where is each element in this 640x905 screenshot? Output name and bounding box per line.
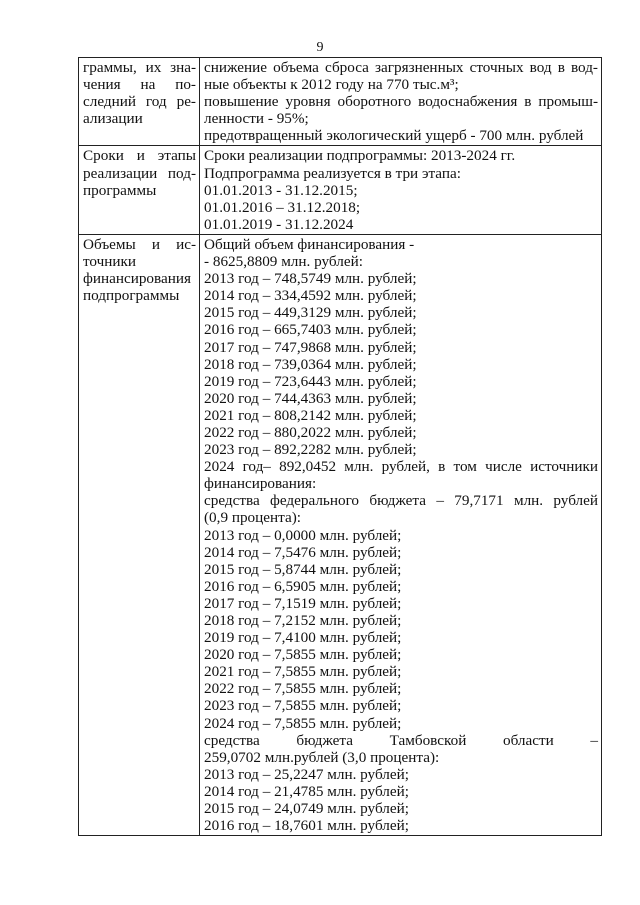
content-line: 2015 год – 5,8744 млн. рублей;	[204, 560, 402, 578]
label-line: подпрограммы	[83, 287, 180, 305]
content-line: 2021 год – 808,2142 млн. рублей;	[204, 406, 417, 424]
label-line: программы	[83, 181, 157, 199]
label-line: следний год ре-	[83, 93, 196, 111]
label-line: граммы, их зна-	[83, 59, 196, 76]
content-line: средства федерального бюджета – 79,7171 млн. рублей	[204, 492, 598, 510]
content-line: 2016 год – 18,7601 млн. рублей;	[204, 817, 409, 835]
label-line: точники	[83, 253, 137, 271]
content-line: Сроки реализации подпрограммы: 2013-2024 гг.	[204, 147, 516, 165]
content-line: ные объекты к 2012 году на 770 тыс.м³;	[204, 76, 459, 94]
label-line: ализации	[83, 110, 143, 128]
page-number: 9	[316, 40, 324, 55]
table-row	[79, 234, 602, 835]
content-line: 2014 год – 334,4592 млн. рублей;	[204, 287, 417, 305]
content-line: 2024 год – 7,5855 млн. рублей;	[204, 714, 402, 732]
row-label	[79, 58, 200, 146]
content-line: 2013 год – 25,2247 млн. рублей;	[204, 765, 409, 783]
content-line: 2020 год – 7,5855 млн. рублей;	[204, 646, 402, 664]
content-line: 2016 год – 6,5905 млн. рублей;	[204, 577, 402, 595]
content-line: 2017 год – 7,1519 млн. рублей;	[204, 594, 402, 612]
content-line: 2018 год – 739,0364 млн. рублей;	[204, 355, 417, 373]
content-line: ленности - 95%;	[204, 110, 309, 128]
content-line: 2018 год – 7,2152 млн. рублей;	[204, 612, 402, 629]
content-line: 2013 год – 0,0000 млн. рублей;	[204, 526, 402, 544]
content-line: 01.01.2013 - 31.12.2015;	[204, 181, 358, 199]
label-line: чения на по-	[83, 76, 196, 94]
content-line: 2014 год – 7,5476 млн. рублей;	[204, 543, 402, 561]
content-line: 2016 год – 665,7403 млн. рублей;	[204, 321, 417, 339]
content-line: 259,0702 млн.рублей (3,0 процента):	[204, 748, 440, 766]
table-row	[79, 146, 602, 234]
content-line: 2017 год – 747,9868 млн. рублей;	[204, 338, 417, 356]
content-line: средства бюджета Тамбовской области –	[204, 731, 598, 749]
content-line: 2023 год – 892,2282 млн. рублей;	[204, 441, 417, 459]
content-line: 2023 год – 7,5855 млн. рублей;	[204, 697, 402, 715]
content-line: 2020 год – 744,4363 млн. рублей;	[204, 389, 417, 407]
content-line: 2022 год – 7,5855 млн. рублей;	[204, 680, 402, 698]
content-line: 01.01.2016 – 31.12.2018;	[204, 198, 361, 216]
row-content	[200, 234, 602, 835]
passport-table	[78, 57, 602, 836]
content-line: 2015 год – 449,3129 млн. рублей;	[204, 304, 417, 322]
content-line: 2021 год – 7,5855 млн. рублей;	[204, 663, 402, 681]
content-line: - 8625,8809 млн. рублей:	[204, 253, 363, 271]
label-line: финансирования	[83, 270, 191, 288]
content-line: 2015 год – 24,0749 млн. рублей;	[204, 800, 409, 818]
content-line: 2019 год – 723,6443 млн. рублей;	[204, 372, 417, 390]
label-line: Сроки и этапы	[83, 147, 196, 165]
label-line: реализации под-	[83, 164, 196, 182]
content-line: 2022 год – 880,2022 млн. рублей;	[204, 423, 417, 441]
content-line: 2024 год– 892,0452 млн. рублей, в том числе источники	[204, 458, 598, 476]
content-line: предотвращенный экологический ущерб - 700 млн. рублей	[204, 127, 584, 145]
content-line: 2014 год – 21,4785 млн. рублей;	[204, 782, 409, 800]
content-line: финансирования:	[204, 475, 317, 493]
content-line: снижение объема сброса загрязненных сточных вод в вод-	[204, 59, 598, 76]
content-line: Общий объем финансирования -	[204, 235, 415, 253]
row-content	[200, 58, 602, 146]
content-line: повышение уровня оборотного водоснабжения в промыш-	[204, 93, 598, 111]
content-line: Подпрограмма реализуется в три этапа:	[204, 164, 461, 182]
row-content	[200, 146, 602, 234]
row-label	[79, 234, 200, 835]
content-line: 2013 год – 748,5749 млн. рублей;	[204, 270, 417, 288]
content-line: 2019 год – 7,4100 млн. рублей;	[204, 629, 402, 647]
content-line: 01.01.2019 - 31.12.2024	[204, 215, 354, 233]
table-row	[79, 58, 602, 146]
row-label	[79, 146, 200, 234]
label-line: Объемы и ис-	[83, 235, 196, 253]
content-line: (0,9 процента):	[204, 509, 301, 527]
